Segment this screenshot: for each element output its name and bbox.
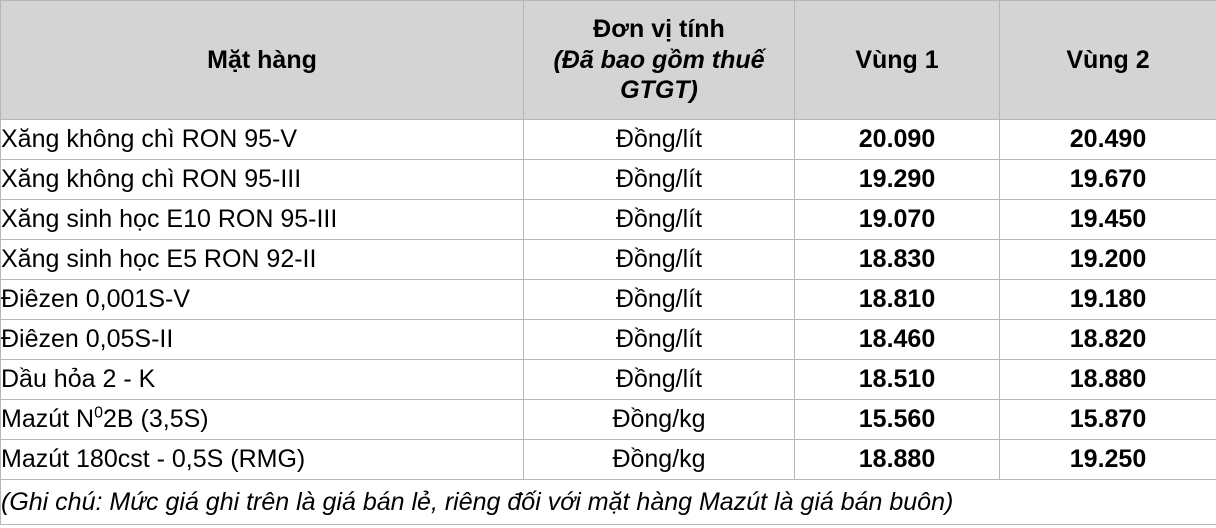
cell-unit: Đồng/kg [524,400,795,440]
table-row [1,320,1216,360]
table-row [1,440,1216,480]
cell-unit: Đồng/lít [524,120,795,160]
header-row [1,1,1216,120]
cell-zone1-price: 20.090 [795,120,1000,160]
cell-item-name: Xăng sinh học E5 RON 92-II [1,240,524,280]
cell-zone2-price: 18.820 [1000,320,1216,360]
cell-item-name-suffix: 2B (3,5S) [103,405,209,433]
cell-zone1-price: 19.290 [795,160,1000,200]
table-row [1,160,1216,200]
cell-zone2-price: 15.870 [1000,400,1216,440]
column-header-zone2: Vùng 2 [1000,1,1216,120]
cell-item-name-superscript: 0 [94,404,103,422]
cell-item-name: Xăng sinh học E10 RON 95-III [1,200,524,240]
cell-zone2-price: 19.180 [1000,280,1216,320]
table-row [1,240,1216,280]
cell-zone2-price: 20.490 [1000,120,1216,160]
cell-zone1-price: 19.070 [795,200,1000,240]
cell-unit: Đồng/kg [524,440,795,480]
table-row [1,120,1216,160]
column-header-item: Mặt hàng [1,1,524,120]
cell-item-name: Xăng không chì RON 95-V [1,120,524,160]
column-header-unit-line1: Đơn vị tính [593,15,725,44]
column-header-zone1: Vùng 1 [795,1,1000,120]
cell-zone2-price: 19.450 [1000,200,1216,240]
cell-item-name: Điêzen 0,05S-II [1,320,524,360]
cell-item-name [1,400,524,440]
cell-item-name: Mazút 180cst - 0,5S (RMG) [1,440,524,480]
cell-unit: Đồng/lít [524,280,795,320]
cell-zone1-price: 18.880 [795,440,1000,480]
cell-zone2-price: 18.880 [1000,360,1216,400]
cell-zone1-price: 15.560 [795,400,1000,440]
cell-unit: Đồng/lít [524,240,795,280]
cell-unit: Đồng/lít [524,160,795,200]
cell-zone2-price: 19.250 [1000,440,1216,480]
cell-item-name: Dầu hỏa 2 - K [1,360,524,400]
table-row [1,280,1216,320]
cell-unit: Đồng/lít [524,200,795,240]
cell-item-name: Xăng không chì RON 95-III [1,160,524,200]
table-note-row [1,480,1216,525]
cell-zone1-price: 18.810 [795,280,1000,320]
cell-unit: Đồng/lít [524,320,795,360]
cell-zone2-price: 19.200 [1000,240,1216,280]
cell-zone2-price: 19.670 [1000,160,1216,200]
cell-item-name-prefix: Mazút N [1,405,95,433]
table-row [1,360,1216,400]
column-header-unit-line2: (Đã bao gồm thuế GTGT) [553,45,765,105]
cell-item-name: Điêzen 0,001S-V [1,280,524,320]
table-body [1,120,1216,525]
cell-zone1-price: 18.510 [795,360,1000,400]
table-row [1,400,1216,440]
column-header-unit [524,1,795,120]
table-row [1,200,1216,240]
cell-zone1-price: 18.460 [795,320,1000,360]
table-header [1,1,1216,120]
cell-zone1-price: 18.830 [795,240,1000,280]
table-note: (Ghi chú: Mức giá ghi trên là giá bán lẻ, riêng đối với mặt hàng Mazút là giá bán buôn) [1,480,1216,525]
cell-unit: Đồng/lít [524,360,795,400]
